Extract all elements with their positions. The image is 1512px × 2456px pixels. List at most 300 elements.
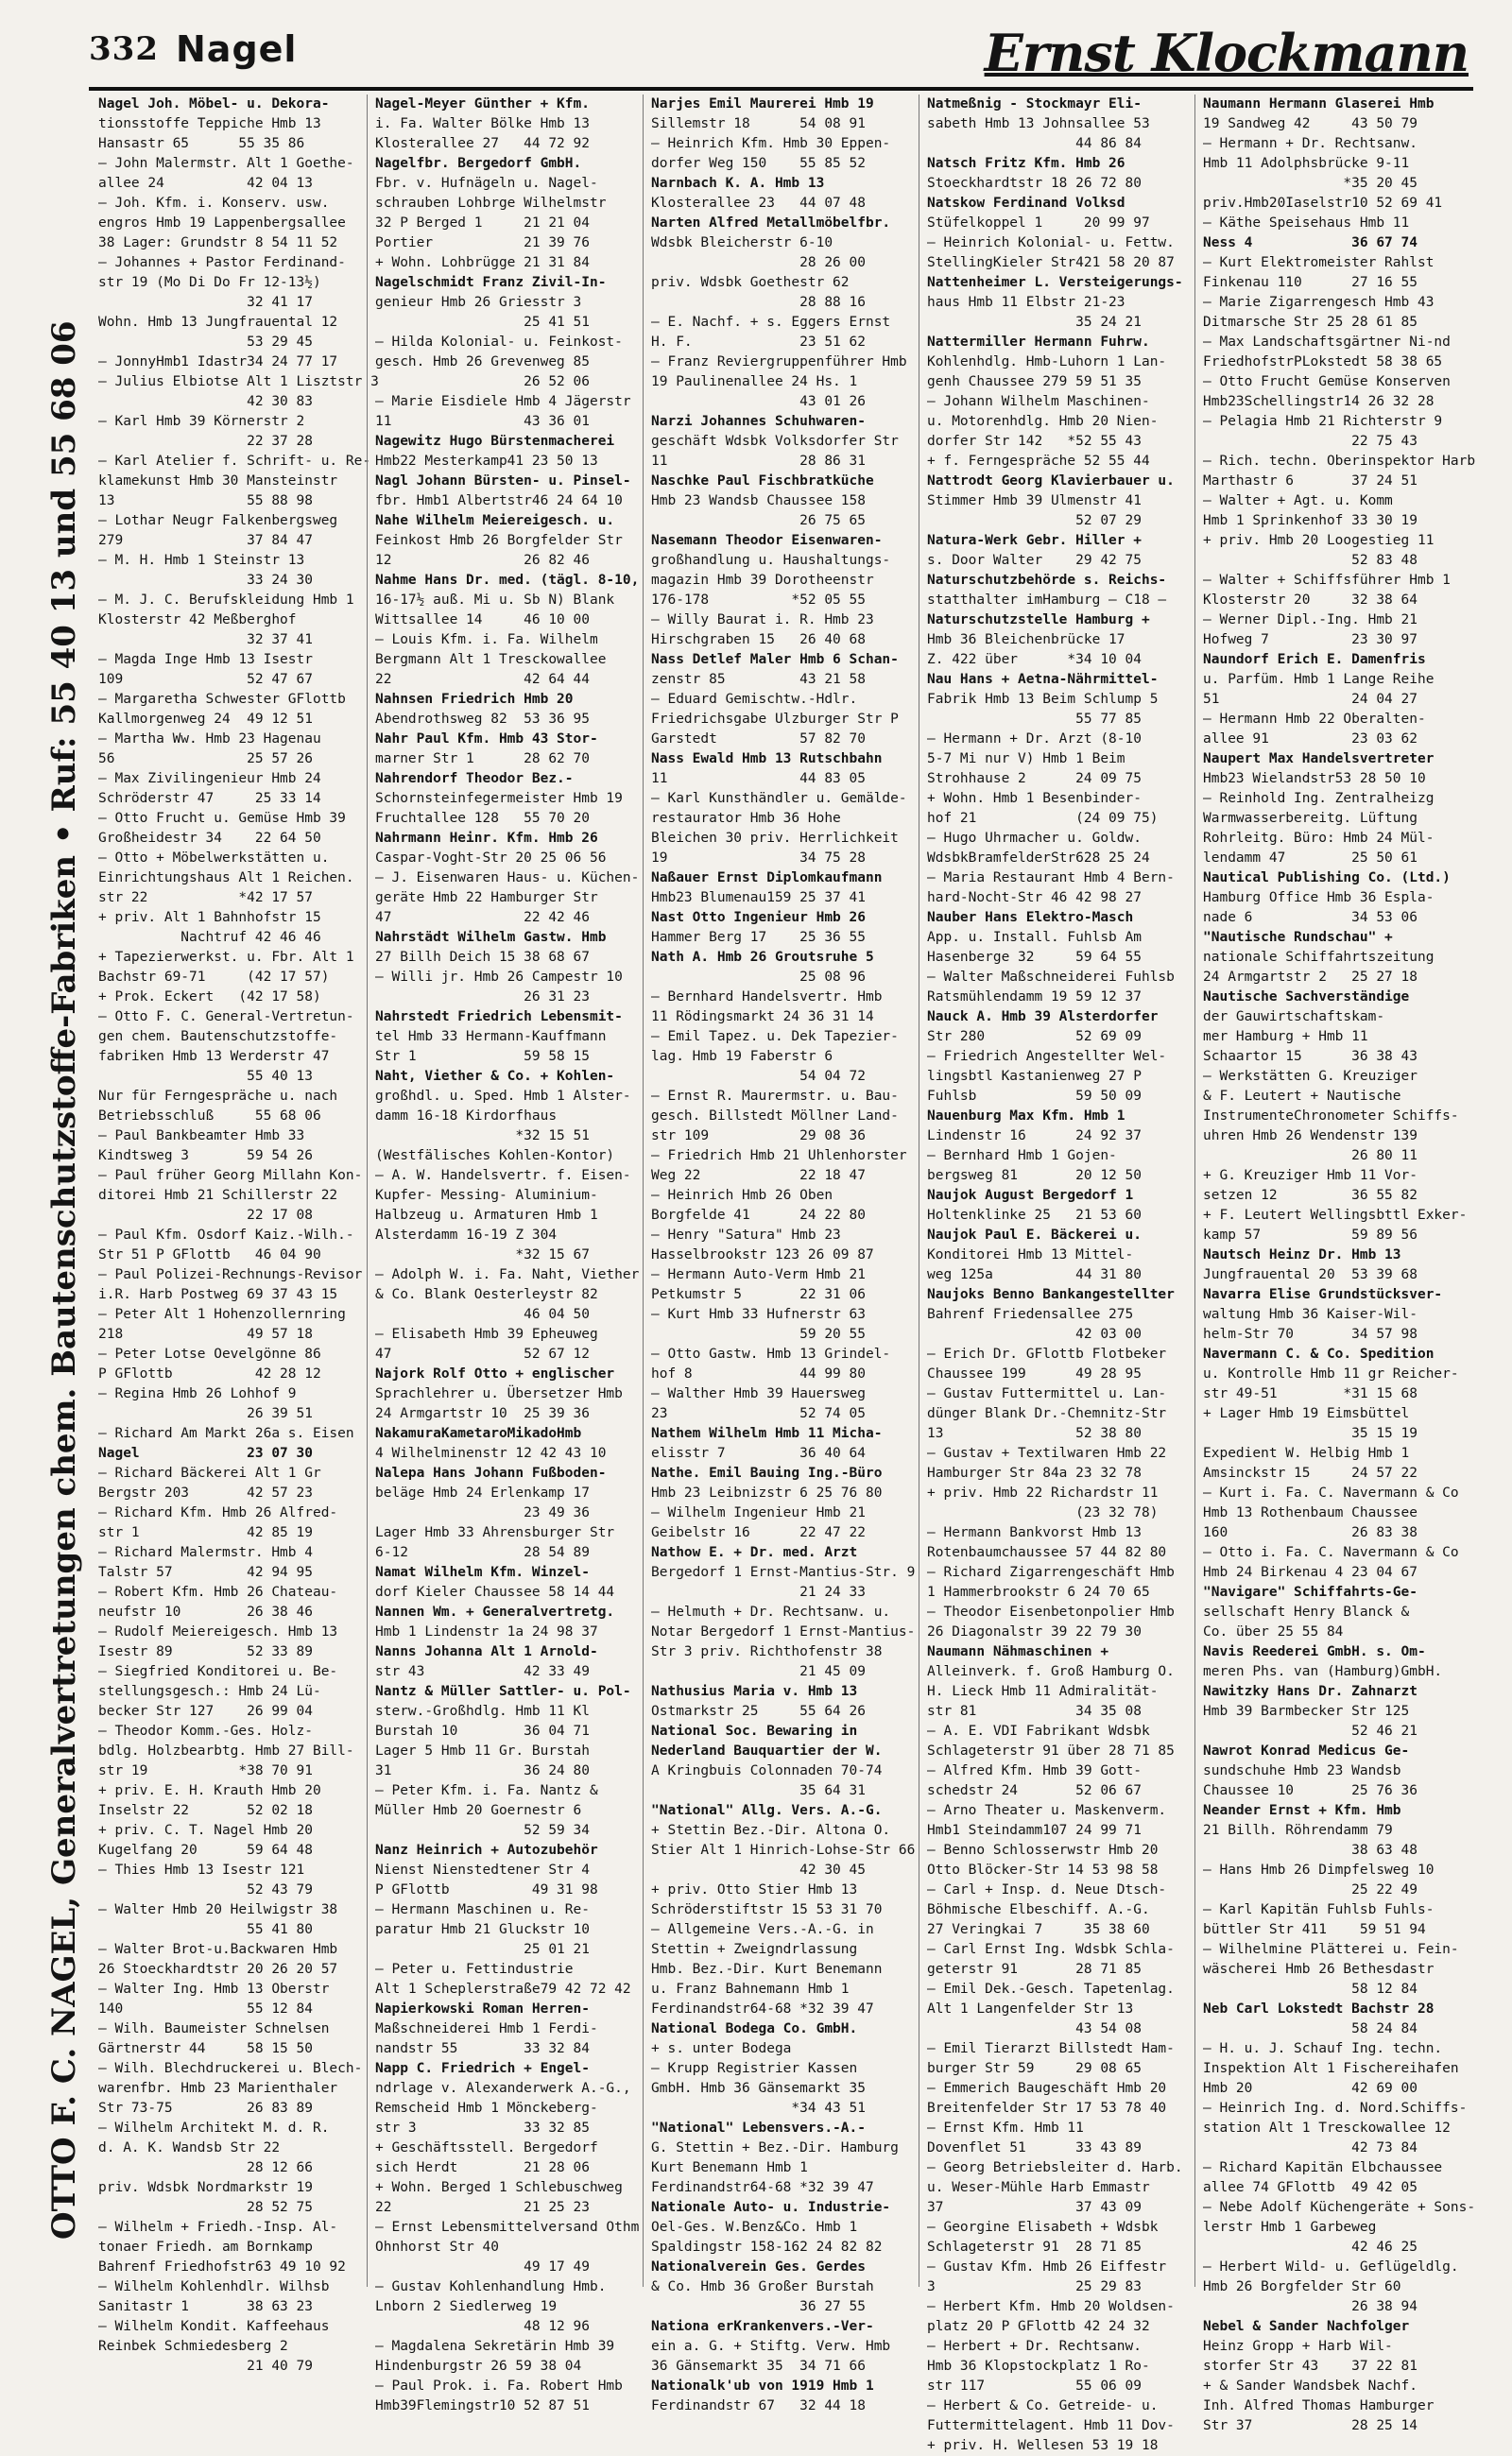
directory-entry-line: — Richard Zigarrengeschäft Hmb: [927, 1565, 1175, 1580]
directory-entry-line: Narzi Johannes Schuhwaren-: [651, 414, 866, 429]
directory-entry-line: Najork Rolf Otto + englischer: [375, 1366, 615, 1382]
directory-entry-line: storfer Str 43 37 22 81: [1203, 2359, 1418, 2374]
directory-entry-line: 43 01 26: [651, 394, 866, 409]
directory-entry-line: Inselstr 22 52 02 18: [98, 1803, 313, 1818]
directory-entry-line: Napierkowski Roman Herren-: [375, 2001, 590, 2017]
directory-entry-line: zenstr 85 43 21 58: [651, 672, 866, 687]
directory-entry-line: — M. J. C. Berufskleidung Hmb 1: [98, 593, 354, 608]
directory-entry-line: — Kurt Elektromeister Rahlst: [1203, 255, 1435, 270]
directory-entry-line: damm 16-18 Kirdorfhaus: [375, 1108, 558, 1124]
directory-entry-line: priv. Wdsbk Goethestr 62: [651, 275, 850, 290]
directory-entry-line: — Carl + Insp. d. Neue Dtsch-: [927, 1882, 1167, 1898]
directory-entry-line: — Ernst R. Maurermstr. u. Bau-: [651, 1089, 899, 1104]
directory-entry-line: Kugelfang 20 59 64 48: [98, 1843, 313, 1858]
directory-entry-line: platz 20 P GFlottb 42 24 32: [927, 2319, 1150, 2334]
directory-entry-line: bergsweg 81 20 12 50: [927, 1168, 1142, 1183]
directory-entry-line: sellschaft Henry Blanck &: [1203, 1605, 1410, 1620]
directory-entry-line: — Wilhelmine Plätterei u. Fein-: [1203, 1942, 1459, 1957]
directory-entry-line: Naujok Paul E. Bäckerei u.: [927, 1228, 1142, 1243]
directory-entry-line: paratur Hmb 21 Gluckstr 10: [375, 1922, 590, 1937]
directory-entry-line: Nagel Joh. Möbel- u. Dekora-: [98, 96, 330, 112]
directory-entry-line: Naumann Nähmaschinen +: [927, 1644, 1109, 1659]
directory-entry-line: "Nautische Rundschau" +: [1203, 930, 1393, 945]
directory-entry-line: 36 27 55: [651, 2299, 866, 2314]
directory-entry-line: Schornsteinfegermeister Hmb 19: [375, 791, 623, 806]
directory-entry-line: — Karl Atelier f. Schrift- u. Re-: [98, 454, 371, 469]
directory-entry-line: — Gustav Kohlenhandlung Hmb.: [375, 2279, 607, 2294]
directory-entry-line: — Hermann Hmb 22 Oberalten-: [1203, 712, 1426, 727]
directory-entry-line: — Kurt i. Fa. C. Navermann & Co: [1203, 1486, 1459, 1501]
directory-entry-line: — Max Zivilingenieur Hmb 24: [98, 771, 321, 786]
directory-entry-line: — Emmerich Baugeschäft Hmb 20: [927, 2081, 1167, 2096]
directory-entry-line: Nahrendorf Theodor Bez.-: [375, 771, 574, 786]
column-entries: [644, 94, 916, 2416]
directory-entry-line: 279 37 84 47: [98, 533, 313, 548]
directory-entry-line: — Louis Kfm. i. Fa. Wilhelm: [375, 632, 598, 647]
directory-entry-line: Str 1 59 58 15: [375, 1049, 590, 1064]
directory-entry-line: 58 12 84: [1203, 1982, 1418, 1997]
directory-entry-line: lerstr Hmb 1 Garbeweg: [1203, 2220, 1377, 2235]
directory-entry-line: Ness 4 36 67 74: [1203, 235, 1418, 250]
directory-entry-line: Ostmarkstr 25 55 64 26: [651, 1704, 866, 1719]
directory-entry-line: sich Herdt 21 28 06: [375, 2160, 590, 2175]
directory-entry-line: 32 37 41: [98, 632, 313, 647]
directory-entry-line: Hmb23Schellingstr14 26 32 28: [1203, 394, 1435, 409]
directory-entry-line: Nanz Heinrich + Autozubehör: [375, 1843, 598, 1858]
directory-entry-line: Sanitastr 1 38 63 23: [98, 2299, 313, 2314]
directory-entry-line: Stoeckhardtstr 18 26 72 80: [927, 176, 1142, 191]
directory-entry-line: & Co. Hmb 36 Großer Burstah: [651, 2279, 874, 2294]
directory-entry-line: Expedient W. Helbig Hmb 1: [1203, 1446, 1410, 1461]
directory-entry-line: Kindtsweg 3 59 54 26: [98, 1148, 313, 1163]
directory-entry-line: Nath A. Hmb 26 Groutsruhe 5: [651, 950, 874, 965]
directory-entry-line: — Richard Kapitän Elbchaussee: [1203, 2160, 1443, 2175]
directory-entry-line: — Richard Bäckerei Alt 1 Gr: [98, 1466, 321, 1481]
directory-column-5: [1194, 94, 1476, 2433]
directory-entry-line: Dovenflet 51 33 43 89: [927, 2140, 1142, 2155]
directory-entry-line: Rohrleitg. Büro: Hmb 24 Mül-: [1203, 831, 1435, 846]
directory-entry-line: Inspektion Alt 1 Fischereihafen: [1203, 2061, 1459, 2076]
directory-entry-line: str 19 (Mo Di Do Fr 12-13½): [98, 275, 321, 290]
directory-entry-line: — Emil Tapez. u. Dek Tapezier-: [651, 1029, 899, 1044]
directory-entry-line: "National" Lebensvers.-A.-: [651, 2121, 866, 2136]
directory-entry-line: magazin Hmb 39 Dorotheenstr: [651, 573, 874, 588]
directory-entry-line: Nattermiller Hermann Fuhrw.: [927, 335, 1150, 350]
directory-entry-line: Navarra Elise Grundstücksver-: [1203, 1287, 1443, 1302]
directory-entry-line: Navis Reederei GmbH. s. Om-: [1203, 1644, 1426, 1659]
directory-entry-line: Ratsmühlendamm 19 59 12 37: [927, 989, 1142, 1005]
side-banner-text: OTTO F. C. NAGEL, Generalvertretungen chem. Bautenschutzstoffe-Fabriken • Ruf: 55 40 13 und 55 68 06: [45, 320, 83, 2240]
column-entries: [1195, 94, 1476, 2436]
directory-entry-line: 22 42 64 44: [375, 672, 590, 687]
directory-entry-line: — Hilda Kolonial- u. Feinkost-: [375, 335, 623, 350]
directory-entry-line: Notar Bergedorf 1 Ernst-Mantius-: [651, 1624, 916, 1640]
directory-entry-line: meren Phs. van (Hamburg)GmbH.: [1203, 1664, 1443, 1679]
directory-entry-line: str 1 42 85 19: [98, 1525, 313, 1540]
directory-entry-line: Nagel 23 07 30: [98, 1446, 313, 1461]
directory-entry-line: 26 75 65: [651, 513, 866, 528]
directory-entry-line: Hmb 13 Rothenbaum Chaussee: [1203, 1505, 1418, 1520]
directory-entry-line: Klosterallee 27 44 72 92: [375, 136, 590, 151]
directory-entry-line: marner Str 1 28 62 70: [375, 751, 590, 766]
directory-entry-line: 38 Lager: Grundstr 8 54 11 52: [98, 235, 338, 250]
directory-entry-line: Strohhause 2 24 09 75: [927, 771, 1142, 786]
directory-entry-line: 19 Paulinenallee 24 Hs. 1: [651, 374, 858, 389]
directory-entry-line: lendamm 47 25 50 61: [1203, 850, 1418, 866]
directory-entry-line: kamp 57 59 89 56: [1203, 1228, 1418, 1243]
directory-entry-line: — Wilh. Baumeister Schnelsen: [98, 2021, 330, 2036]
directory-entry-line: + priv. Alt 1 Bahnhofstr 15: [98, 910, 321, 925]
directory-entry-line: Klosterstr 20 32 38 64: [1203, 593, 1418, 608]
directory-entry-line: Bleichen 30 priv. Herrlichkeit: [651, 831, 899, 846]
directory-entry-line: Alt 1 Langenfelder Str 13: [927, 2001, 1134, 2017]
directory-entry-line: — Magda Inge Hmb 13 Isestr: [98, 652, 313, 667]
directory-entry-line: — Kurt Hmb 33 Hufnerstr 63: [651, 1307, 866, 1322]
directory-entry-line: *34 43 51: [651, 2101, 866, 2116]
directory-entry-line: — Rich. techn. Oberinspektor Harb: [1203, 454, 1476, 469]
directory-entry-line: — Otto Frucht Gemüse Konserven: [1203, 374, 1451, 389]
directory-entry-line: — Henry "Satura" Hmb 23: [651, 1228, 841, 1243]
directory-entry-line: tonaer Friedh. am Bornkamp: [98, 2240, 313, 2255]
directory-entry-line: — Walter Hmb 20 Heilwigstr 38: [98, 1902, 338, 1917]
directory-entry-line: NakamuraKametaroMikadoHmb: [375, 1426, 582, 1441]
directory-entry-line: Holtenklinke 25 21 53 60: [927, 1208, 1142, 1223]
directory-entry-line: — Otto Frucht u. Gemüse Hmb 39: [98, 811, 346, 826]
directory-entry-line: — A. W. Handelsvertr. f. Eisen-: [375, 1168, 631, 1183]
directory-entry-line: Nederland Bauquartier der W.: [651, 1743, 883, 1759]
directory-entry-line: Naupert Max Handelsvertreter: [1203, 751, 1435, 766]
directory-entry-line: + F. Leutert Wellingsbttl Exker-: [1203, 1208, 1468, 1223]
directory-entry-line: — Werner Dipl.-Ing. Hmb 21: [1203, 612, 1418, 627]
directory-entry-line: 26 38 94: [1203, 2299, 1418, 2314]
directory-entry-line: Hmb 20 42 69 00: [1203, 2081, 1418, 2096]
directory-entry-line: Talstr 57 42 94 95: [98, 1565, 313, 1580]
directory-entry-line: Nathe. Emil Bauing Ing.-Büro: [651, 1466, 883, 1481]
directory-entry-line: Nantz & Müller Sattler- u. Pol-: [375, 1684, 631, 1699]
directory-entry-line: Naturschutzstelle Hamburg +: [927, 612, 1150, 627]
directory-entry-line: — Herbert Wild- u. Geflügeldlg.: [1203, 2259, 1459, 2275]
directory-entry-line: fabriken Hmb 13 Werderstr 47: [98, 1049, 330, 1064]
directory-entry-line: + priv. Hmb 20 Loogestieg 11: [1203, 533, 1435, 548]
directory-entry-line: Nathusius Maria v. Hmb 13: [651, 1684, 858, 1699]
directory-entry-line: Hasselbrookstr 123 26 09 87: [651, 1247, 874, 1262]
directory-entry-line: Nationalverein Ges. Gerdes: [651, 2259, 866, 2275]
directory-entry-line: burger Str 59 29 08 65: [927, 2061, 1142, 2076]
directory-entry-line: tel Hmb 33 Hermann-Kauffmann: [375, 1029, 607, 1044]
directory-entry-line: — Erich Dr. GFlottb Flotbeker: [927, 1347, 1167, 1362]
column-entries: [91, 94, 379, 2377]
directory-entry-line: — Otto i. Fa. C. Navermann & Co: [1203, 1545, 1459, 1560]
directory-entry-line: — Johannes + Pastor Ferdinand-: [98, 255, 346, 270]
directory-column-2: [367, 94, 640, 2413]
directory-entry-line: lag. Hmb 19 Faberstr 6: [651, 1049, 833, 1064]
directory-entry-line: u. Weser-Mühle Harb Emmastr: [927, 2180, 1150, 2195]
directory-entry-line: Hofweg 7 23 30 97: [1203, 632, 1418, 647]
directory-entry-line: Ferdinandstr 67 32 44 18: [651, 2398, 866, 2413]
directory-entry-line: 52 59 34: [375, 1823, 590, 1838]
directory-entry-line: — Heinrich Kfm. Hmb 30 Eppen-: [651, 136, 891, 151]
directory-entry-line: + Tapezierwerkst. u. Fbr. Alt 1: [98, 950, 354, 965]
directory-entry-line: Fruchtallee 128 55 70 20: [375, 811, 590, 826]
directory-entry-line: Hmb1 Steindamm107 24 99 71: [927, 1823, 1142, 1838]
directory-entry-line: — Peter Lotse Oevelgönne 86: [98, 1347, 321, 1362]
directory-entry-line: klamekunst Hmb 30 Mansteinstr: [98, 473, 338, 489]
directory-entry-line: Hmb 39 Barmbecker Str 125: [1203, 1704, 1410, 1719]
directory-entry-line: + priv. E. H. Krauth Hmb 20: [98, 1783, 321, 1798]
directory-entry-line: ndrlage v. Alexanderwerk A.-G.,: [375, 2081, 631, 2096]
directory-entry-line: — Adolph W. i. Fa. Naht, Viether: [375, 1267, 640, 1282]
directory-entry-line: setzen 12 36 55 82: [1203, 1188, 1418, 1203]
directory-entry-line: 55 41 80: [98, 1922, 313, 1937]
directory-entry-line: Neb Carl Lokstedt Bachstr 28: [1203, 2001, 1435, 2017]
directory-entry-line: 47 22 42 46: [375, 910, 590, 925]
directory-entry-line: Stimmer Hmb 39 Ulmenstr 41: [927, 493, 1142, 508]
directory-entry-line: Str 37 28 25 14: [1203, 2418, 1418, 2433]
directory-entry-line: — Heinrich Ing. d. Nord.Schiffs-: [1203, 2101, 1468, 2116]
directory-entry-line: Stettin + Zweigndrlassung: [651, 1942, 858, 1957]
directory-entry-line: Burstah 10 36 04 71: [375, 1724, 590, 1739]
directory-entry-line: 28 12 66: [98, 2160, 313, 2175]
directory-entry-line: 26 52 06: [375, 374, 590, 389]
directory-entry-line: — Walter Brot-u.Backwaren Hmb: [98, 1942, 338, 1957]
directory-entry-line: dorfer Weg 150 55 85 52: [651, 156, 866, 171]
directory-entry-line: Naßauer Ernst Diplomkaufmann: [651, 870, 883, 885]
directory-entry-line: Hamburger Str 84a 23 32 78: [927, 1466, 1142, 1481]
directory-entry-line: neufstr 10 26 38 46: [98, 1605, 313, 1620]
directory-entry-line: H. Lieck Hmb 11 Admiralität-: [927, 1684, 1159, 1699]
page-header: [89, 23, 1469, 85]
directory-entry-line: — Maria Restaurant Hmb 4 Bern-: [927, 870, 1175, 885]
directory-entry-line: Hmb 36 Bleichenbrücke 17: [927, 632, 1125, 647]
directory-entry-line: Sillemstr 18 54 08 91: [651, 116, 866, 131]
directory-entry-line: Spaldingstr 158-162 24 82 82: [651, 2240, 883, 2255]
directory-columns: [91, 94, 1476, 2453]
directory-entry-line: s. Door Walter 29 42 75: [927, 553, 1142, 568]
directory-entry-line: — Gustav + Textilwaren Hmb 22: [927, 1446, 1167, 1461]
directory-entry-line: gesch. Hmb 26 Grevenweg 85: [375, 354, 590, 369]
directory-entry-line: nationale Schiffahrtszeitung: [1203, 950, 1435, 965]
directory-entry-line: Nagewitz Hugo Bürstenmacherei: [375, 434, 615, 449]
directory-entry-line: 22 21 25 23: [375, 2200, 590, 2215]
directory-entry-line: Bergedorf 1 Ernst-Mantius-Str. 9: [651, 1565, 916, 1580]
directory-entry-line: hard-Nocht-Str 46 42 98 27: [927, 890, 1142, 905]
directory-entry-line: — Krupp Registrier Kassen: [651, 2061, 858, 2076]
directory-entry-line: str 49-51 *31 15 68: [1203, 1386, 1418, 1401]
directory-entry-line: Nahnsen Friedrich Hmb 20: [375, 692, 574, 707]
directory-entry-line: 52 46 21: [1203, 1724, 1418, 1739]
directory-entry-line: — Robert Kfm. Hmb 26 Chateau-: [98, 1585, 338, 1600]
directory-entry-line: Nahe Wilhelm Meiereigesch. u.: [375, 513, 615, 528]
directory-entry-line: u. Kontrolle Hmb 11 gr Reicher-: [1203, 1366, 1459, 1382]
directory-entry-line: Nahr Paul Kfm. Hmb 43 Stor-: [375, 731, 598, 747]
directory-entry-line: 23 52 74 05: [651, 1406, 866, 1421]
directory-entry-line: 22 17 08: [98, 1208, 313, 1223]
directory-entry-line: uhren Hmb 26 Wendenstr 139: [1203, 1128, 1418, 1143]
directory-entry-line: Nawrot Konrad Medicus Ge-: [1203, 1743, 1410, 1759]
directory-entry-line: Bahrenf Friedensallee 275: [927, 1307, 1134, 1322]
directory-entry-line: 22 75 43: [1203, 434, 1418, 449]
directory-entry-line: Str 3 priv. Richthofenstr 38: [651, 1644, 883, 1659]
directory-entry-line: 35 64 31: [651, 1783, 866, 1798]
directory-entry-line: Rotenbaumchaussee 57 44 82 80: [927, 1545, 1167, 1560]
directory-entry-line: Natskow Ferdinand Volksd: [927, 196, 1125, 211]
directory-entry-line: i. Fa. Walter Bölke Hmb 13: [375, 116, 590, 131]
directory-entry-line: tionsstoffe Teppiche Hmb 13: [98, 116, 321, 131]
directory-entry-line: dorf Kieler Chaussee 58 14 44: [375, 1585, 615, 1600]
directory-entry-line: Hmb 23 Leibnizstr 6 25 76 80: [651, 1486, 883, 1501]
directory-entry-line: 35 24 21: [927, 315, 1142, 330]
directory-entry-line: stellungsgesch.: Hmb 24 Lü-: [98, 1684, 321, 1699]
directory-entry-line: Natsch Fritz Kfm. Hmb 26: [927, 156, 1125, 171]
directory-entry-line: Nast Otto Ingenieur Hmb 26: [651, 910, 866, 925]
directory-entry-line: geräte Hmb 22 Hamburger Str: [375, 890, 598, 905]
directory-entry-line: Schlageterstr 91 über 28 71 85: [927, 1743, 1175, 1759]
directory-entry-line: — Wilhelm + Friedh.-Insp. Al-: [98, 2220, 338, 2235]
directory-entry-line: Bahrenf Friedhofstr63 49 10 92: [98, 2259, 346, 2275]
directory-entry-line: National Bodega Co. GmbH.: [651, 2021, 858, 2036]
directory-entry-line: + priv. Hmb 22 Richardstr 11: [927, 1486, 1159, 1501]
directory-entry-line: Naschke Paul Fischbratküche: [651, 473, 874, 489]
directory-entry-line: Bergmann Alt 1 Tresckowallee: [375, 652, 607, 667]
directory-entry-line: + priv. H. Wellesen 53 19 18: [927, 2438, 1159, 2453]
directory-entry-line: — Walther Hmb 39 Hauersweg: [651, 1386, 866, 1401]
directory-entry-line: 19 Sandweg 42 43 50 79: [1203, 116, 1418, 131]
directory-entry-line: mer Hamburg + Hmb 11: [1203, 1029, 1368, 1044]
directory-entry-line: Narten Alfred Metallmöbelfbr.: [651, 215, 891, 231]
directory-entry-line: Amsinckstr 15 24 57 22: [1203, 1466, 1418, 1481]
directory-entry-line: — Eduard Gemischtw.-Hdlr.: [651, 692, 858, 707]
directory-entry-line: sterw.-Großhdlg. Hmb 11 Kl: [375, 1704, 590, 1719]
directory-entry-line: Lnborn 2 Siedlerweg 19: [375, 2299, 558, 2314]
directory-entry-line: — Heinrich Kolonial- u. Fettw.: [927, 235, 1175, 250]
directory-entry-line: — Wilhelm Kohlenhdlr. Wilhsb: [98, 2279, 330, 2294]
directory-entry-line: 48 12 96: [375, 2319, 590, 2334]
directory-entry-line: Natura-Werk Gebr. Hiller +: [927, 533, 1142, 548]
directory-entry-line: 28 52 75: [98, 2200, 313, 2215]
directory-entry-line: A Kringbuis Colonnaden 70-74: [651, 1763, 883, 1778]
directory-entry-line: — Herbert + Dr. Rechtsanw.: [927, 2339, 1142, 2354]
directory-entry-line: Bergstr 203 42 57 23: [98, 1486, 313, 1501]
directory-entry-line: 26 Stoeckhardtstr 20 26 20 57: [98, 1962, 338, 1977]
directory-entry-line: Neander Ernst + Kfm. Hmb: [1203, 1803, 1401, 1818]
directory-entry-line: — JonnyHmb1 Idastr34 24 77 17: [98, 354, 338, 369]
directory-entry-line: Weg 22 22 18 47: [651, 1168, 866, 1183]
directory-entry-line: — J. Eisenwaren Haus- u. Küchen-: [375, 870, 640, 885]
directory-entry-line: — A. E. VDI Fabrikant Wdsbk: [927, 1724, 1150, 1739]
directory-entry-line: 27 Veringkai 7 35 38 60: [927, 1922, 1150, 1937]
directory-entry-line: Garstedt 57 82 70: [651, 731, 866, 747]
directory-entry-line: — Otto F. C. General-Vertretun-: [98, 1009, 354, 1024]
directory-entry-line: — Hermann + Dr. Arzt (8-10: [927, 731, 1142, 747]
directory-entry-line: National Soc. Bewaring in: [651, 1724, 858, 1739]
directory-entry-line: — Walter + Agt. u. Komm: [1203, 493, 1393, 508]
directory-entry-line: *32 15 67: [375, 1247, 590, 1262]
directory-entry-line: P GFlottb 42 28 12: [98, 1366, 321, 1382]
directory-entry-line: 52 83 48: [1203, 553, 1418, 568]
directory-entry-line: Nathem Wilhelm Hmb 11 Micha-: [651, 1426, 883, 1441]
directory-entry-line: 36 Gänsemarkt 35 34 71 66: [651, 2359, 866, 2374]
directory-entry-line: Nahrmann Heinr. Kfm. Hmb 26: [375, 831, 598, 846]
directory-entry-line: Lager Hmb 33 Ahrensburger Str: [375, 1525, 615, 1540]
directory-entry-line: helm-Str 70 34 57 98: [1203, 1327, 1418, 1342]
directory-entry-line: 56 25 57 26: [98, 751, 313, 766]
directory-entry-line: Nass Detlef Maler Hmb 6 Schan-: [651, 652, 899, 667]
directory-entry-line: Kupfer- Messing- Aluminium-: [375, 1188, 598, 1203]
directory-entry-line: — Richard Malermstr. Hmb 4: [98, 1545, 313, 1560]
directory-entry-line: hof 21 (24 09 75): [927, 811, 1159, 826]
directory-entry-line: — Hermann + Dr. Rechtsanw.: [1203, 136, 1418, 151]
directory-entry-line: Alleinverk. f. Groß Hamburg O.: [927, 1664, 1175, 1679]
directory-entry-line: Nauber Hans Elektro-Masch: [927, 910, 1134, 925]
directory-entry-line: — Herbert & Co. Getreide- u.: [927, 2398, 1159, 2413]
directory-entry-line: GmbH. Hmb 36 Gänsemarkt 35: [651, 2081, 866, 2096]
directory-entry-line: str 81 34 35 08: [927, 1704, 1142, 1719]
directory-entry-line: — Friedrich Angestellter Wel-: [927, 1049, 1167, 1064]
directory-entry-line: — Paul Kfm. Osdorf Kaiz.-Wilh.-: [98, 1228, 354, 1243]
directory-entry-line: — Carl Ernst Ing. Wdsbk Schla-: [927, 1942, 1175, 1957]
directory-entry-line: waltung Hmb 36 Kaiser-Wil-: [1203, 1307, 1418, 1322]
directory-entry-line: — Allgemeine Vers.-A.-G. in: [651, 1922, 874, 1937]
directory-entry-line: — Paul früher Georg Millahn Kon-: [98, 1168, 363, 1183]
directory-entry-line: + & Sander Wandsbek Nachf.: [1203, 2379, 1418, 2394]
directory-entry-line: G. Stettin + Bez.-Dir. Hamburg: [651, 2140, 899, 2155]
directory-entry-line: 23 49 36: [375, 1505, 590, 1520]
directory-entry-line: 21 45 09: [651, 1664, 866, 1679]
directory-entry-line: Nahme Hans Dr. med. (tägl. 8-10,: [375, 573, 640, 588]
directory-entry-line: Naumann Hermann Glaserei Hmb: [1203, 96, 1435, 112]
directory-entry-line: + Prok. Eckert (42 17 58): [98, 989, 321, 1005]
directory-entry-line: Schaartor 15 36 38 43: [1203, 1049, 1418, 1064]
directory-entry-line: 218 49 57 18: [98, 1327, 313, 1342]
directory-entry-line: Sprachlehrer u. Übersetzer Hmb: [375, 1386, 623, 1401]
directory-entry-line: — Friedrich Hmb 21 Uhlenhorster: [651, 1148, 907, 1163]
directory-entry-line: Str 51 P GFlottb 46 04 90: [98, 1247, 321, 1262]
directory-entry-line: nandstr 55 33 32 84: [375, 2041, 590, 2056]
directory-entry-line: 21 40 79: [98, 2359, 313, 2374]
directory-entry-line: — Ernst Lebensmittelversand Othm: [375, 2220, 640, 2235]
directory-entry-line: sabeth Hmb 13 Johnsallee 53: [927, 116, 1150, 131]
directory-entry-line: u. Motorenhdlg. Hmb 20 Nien-: [927, 414, 1159, 429]
directory-entry-line: allee 24 42 04 13: [98, 176, 313, 191]
side-banner-advertisement: [17, 320, 83, 2258]
directory-entry-line: Feinkost Hmb 26 Borgfelder Str: [375, 533, 623, 548]
directory-entry-line: warenfbr. Hmb 23 Marienthaler: [98, 2081, 338, 2096]
directory-entry-line: Narnbach K. A. Hmb 13: [651, 176, 825, 191]
directory-entry-line: lingsbtl Kastanienweg 27 P: [927, 1069, 1142, 1084]
directory-entry-line: + f. Ferngespräche 52 55 44: [927, 454, 1150, 469]
directory-entry-line: Wohn. Hmb 13 Jungfrauental 12: [98, 315, 338, 330]
directory-entry-line: Nationa erKrankenvers.-Ver-: [651, 2319, 874, 2334]
directory-entry-line: Nalepa Hans Johann Fußboden-: [375, 1466, 607, 1481]
directory-entry-line: + s. unter Bodega: [651, 2041, 792, 2056]
directory-entry-line: — Peter Alt 1 Hohenzollernring: [98, 1307, 346, 1322]
directory-entry-line: Heinz Gropp + Harb Wil-: [1203, 2339, 1393, 2354]
directory-entry-line: statthalter imHamburg — C18 —: [927, 593, 1167, 608]
directory-entry-line: — Peter Kfm. i. Fa. Nantz &: [375, 1783, 598, 1798]
directory-entry-line: Kohlenhdlg. Hmb-Luhorn 1 Lan-: [927, 354, 1167, 369]
directory-entry-line: — H. u. J. Schauf Ing. techn.: [1203, 2041, 1443, 2056]
directory-entry-line: Kallmorgenweg 24 49 12 51: [98, 712, 313, 727]
directory-entry-line: Hmb 1 Sprinkenhof 33 30 19: [1203, 513, 1418, 528]
directory-entry-line: Lindenstr 16 24 92 37: [927, 1128, 1142, 1143]
directory-entry-line: Fbr. v. Hufnägeln u. Nagel-: [375, 176, 598, 191]
directory-entry-line: 21 24 33: [651, 1585, 866, 1600]
directory-entry-line: — Hugo Uhrmacher u. Goldw.: [927, 831, 1142, 846]
directory-entry-line: Nur für Ferngespräche u. nach: [98, 1089, 338, 1104]
directory-entry-line: Z. 422 über *34 10 04: [927, 652, 1142, 667]
directory-entry-line: Navermann C. & Co. Spedition: [1203, 1347, 1435, 1362]
directory-entry-line: gesch. Billstedt Möllner Land-: [651, 1108, 899, 1124]
